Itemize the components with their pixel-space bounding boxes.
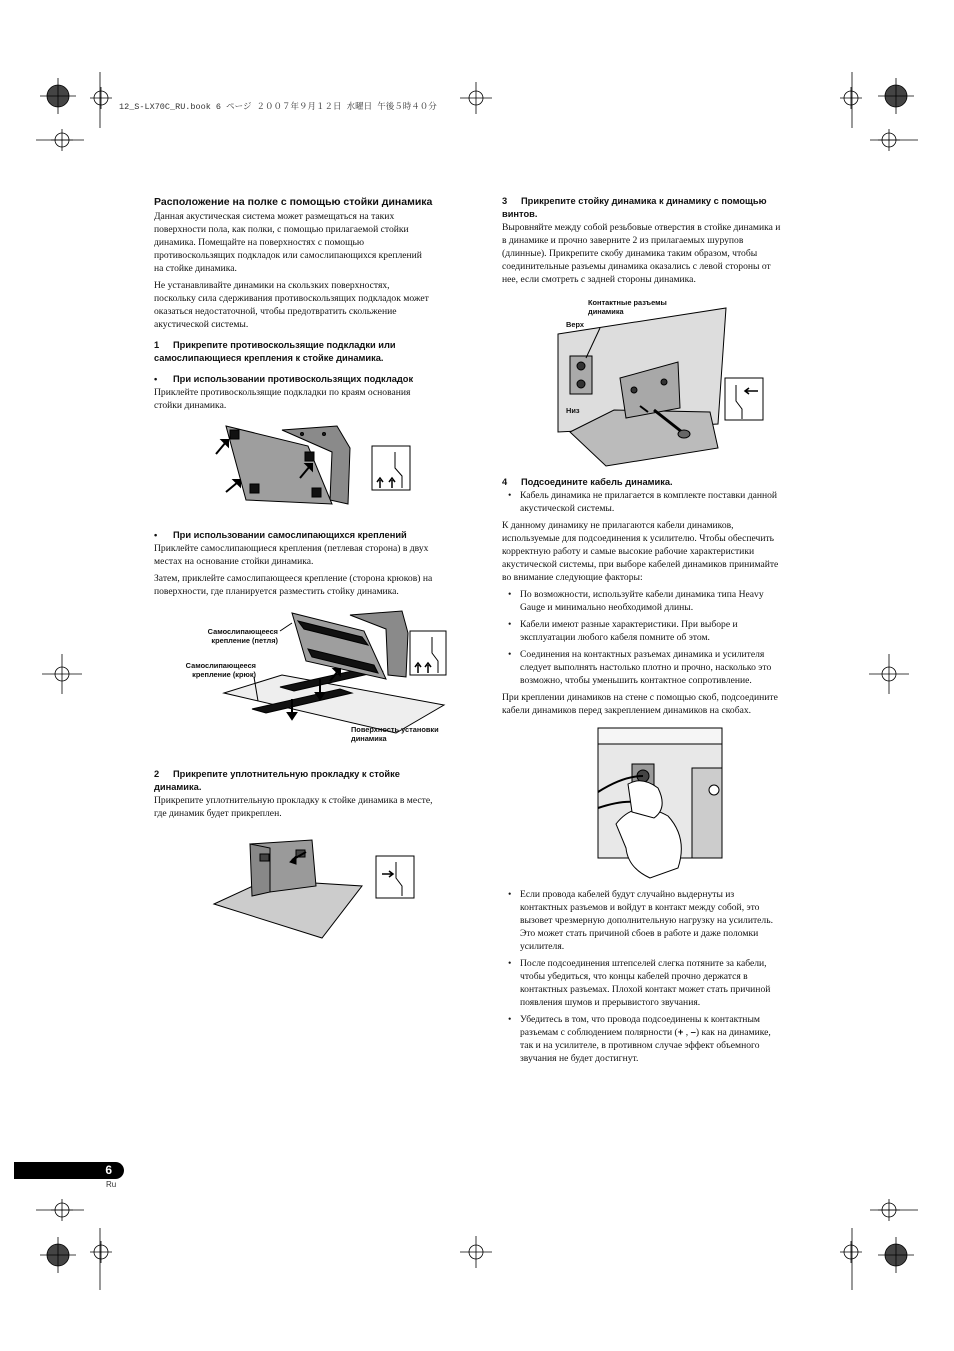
step-text: самослипающиеся крепления к стойке динамика. [154,353,384,363]
warning-bullet [502,888,827,953]
text-fragment: разъемам с соблюдением полярности ( [520,1027,678,1038]
bullet-velcro-heading [154,529,479,542]
cable-paragraph [502,519,827,584]
bullet: • [154,374,158,384]
text-line: стойки динамика. [154,400,227,411]
page-number: 6 [105,1163,112,1177]
text-line: Кабели имеют разные характеристики. При выборе и [520,619,738,630]
label-line: Поверхность установки [351,725,439,734]
step2-text [154,794,479,820]
text-line: соединительные разъемы динамика оказались с левой стороны от [502,261,771,272]
text-line: корректную работу и самые высокие рабочие характеристики [502,546,755,557]
label-velcro-loop [188,627,278,645]
label-terminals [588,298,667,316]
text-line: К данному динамику не прилагаются кабели динамиков, [502,520,734,531]
label-top: Верх [566,320,584,329]
text-line: Выровняйте между собой резьбовые отверстия в стойке динамика и [502,222,781,233]
cable-bullet [502,618,827,644]
text-line [520,1026,827,1039]
step3-text [502,221,827,286]
text-line: следует выполнять настолько плотно и прочно, насколько это [520,662,772,673]
figure-cable-connection [598,728,724,880]
figure-screws-icon [724,377,766,423]
print-header: 12_S-LX70C_RU.book 6 ページ ２００７年９月１２日 水曜日 午後５時４０分 [119,102,437,112]
step-text: Прикрепите уплотнительную прокладку к стойке [173,769,400,779]
step-text: Прикрепите противоскользящие подкладки или [173,340,396,350]
label-line: крепление (петля) [211,636,278,645]
label-velcro-hook [166,661,256,679]
minus-sign: – [690,1027,696,1038]
bullet: • [508,490,512,501]
text-line: в динамике и прочно заверните 2 из прилагаемых шурупов [502,235,744,246]
step-number: 1 [154,340,160,350]
intro-paragraph [154,210,479,275]
text-line: (длинные). Прикрепите скобу динамика таким образом, чтобы [502,248,758,259]
label-line: динамика [351,734,387,743]
text-fragment: ) как на динамике, [695,1027,771,1038]
text-line: Приклейте противоскользящие подкладки по краям основания [154,387,411,398]
label-line: Самослипающееся [207,627,278,636]
step3-heading [502,195,827,221]
text-line: противоскользящих подкладок или самослипающихся креплений [154,250,422,261]
text-line: По возможности, используйте кабели динамика типа Heavy [520,589,764,600]
warning-paragraph [154,279,479,331]
text-line: усилителя. [520,941,565,952]
text-line: Данная акустическая система может размещаться на таких [154,211,395,222]
step3-section [502,195,827,286]
label-line: Самослипающееся [185,661,256,670]
plus-sign: + [677,1027,684,1038]
step4-heading [502,476,827,489]
bullet-title: При использовании противоскользящих подкладок [173,374,414,384]
text-line: контактных разъемах. Плохой контакт может стать причиной [520,984,771,995]
warning-bullet [502,957,827,1009]
text-line: Убедитесь в том, что провода подсоединены к контактным [520,1014,760,1025]
text-line: При креплении динамиков на стене с помощью скоб, подсоедините [502,692,778,703]
language-code: Ru [106,1180,117,1189]
bullet-velcro-text2 [154,572,479,598]
step2-section [154,768,479,820]
text-line: возможно, чтобы уменьшить контактное сопротивление. [520,675,752,686]
bullet-pads-text [154,386,479,412]
label-mount-surface [351,725,439,743]
cable-bullet [502,648,827,687]
label-line: Контактные разъемы [588,298,667,307]
text-line: акустической системы, при выборе кабелей динамиков принимайте [502,559,779,570]
left-column [154,196,479,412]
text-line: Это может стать причиной сбоев в работе и даже поломки [520,928,759,939]
step4-bullet [502,489,827,515]
text-line: вызовет чрезмерную дополнительную нагрузку на усилитель. [520,915,773,926]
cable-bullet [502,588,827,614]
text-line: акустической системы. [154,319,249,330]
bullet-velcro-text1 [154,542,479,568]
text-line: чтобы убедиться, что концы кабелей прочно держатся в [520,971,748,982]
bullet: • [508,889,512,900]
velcro-section [154,529,479,598]
text-line: оказаться недостаточной, чтобы предотвратить скольжение [154,306,397,317]
text-line: Соединения на контактных разъемах динамика и усилителя [520,649,765,660]
step-number: 3 [502,196,508,206]
text-line: динамика. Помещайте на поверхностях с помощью [154,237,365,248]
text-line: Кабель динамика не прилагается в комплекте поставки данной [520,490,778,501]
label-line: крепление (крюк) [192,670,256,679]
text-line: местах на основание стойки динамика. [154,556,314,567]
step-text: Прикрепите стойку динамика к динамику с помощью [521,196,767,206]
text-line: акустической системы. [520,503,615,514]
text-line: кабели динамиков перед закреплением динамиков на скобах. [502,705,752,716]
text-line: звучания не будет достигнут. [520,1053,639,1064]
bullet: • [154,530,158,540]
text-fragment: , [683,1027,691,1038]
text-line: Прикрепите уплотнительную прокладку к стойке динамика в месте, [154,795,433,806]
text-line: Не устанавливайте динамики на скользких поверхностях, [154,280,390,291]
step-text: Подсоедините кабель динамика. [521,477,673,487]
polarity-bullet [502,1013,827,1065]
text-line: поскольку сила сдерживания противоскользящих подкладок может [154,293,429,304]
figure-gasket [212,838,418,940]
step2-heading [154,768,479,794]
figure-pads [212,418,418,510]
text-line: во внимание следующие факторы: [502,572,643,583]
text-line: нее, если смотреть с задней стороны динамика. [502,274,696,285]
text-line: используемые для подсоединения к усилителю. Чтобы обеспечить [502,533,775,544]
text-line: поверхности пола, как полки, с помощью прилагаемой стойки [154,224,409,235]
text-line: контактных разъемов и войдут в контакт между собой, это [520,902,760,913]
bullet-title: При использовании самослипающихся креплений [173,530,407,540]
text-line: Приклейте самослипающиеся крепления (петлевая сторона) в двух [154,543,429,554]
section-title: Расположение на полке с помощью стойки динамика [154,196,433,208]
step-text: винтов. [502,209,538,219]
step-number: 2 [154,769,160,779]
bullet: • [508,589,512,600]
text-line: появления шумов и прерывистого звучания. [520,997,701,1008]
text-line: на стойке динамика. [154,263,237,274]
bullet: • [508,958,512,969]
text-line: Если провода кабелей будут случайно выдернуты из [520,889,735,900]
step-number: 4 [502,477,508,487]
page-number-bar [14,1162,124,1179]
step-text: динамика. [154,782,202,792]
bullet: • [508,649,512,660]
label-bottom: Низ [566,406,580,415]
label-line: динамика [588,307,624,316]
step4-section [502,476,827,717]
step1-heading [154,339,479,365]
warnings-section [502,888,827,1065]
bullet: • [508,619,512,630]
text-line: эксплуатации любого кабеля помните об этом. [520,632,710,643]
bullet: • [508,1014,512,1025]
text-line: где динамик будет прикреплен. [154,808,282,819]
text-line: Gauge и минимально необходимой длины. [520,602,694,613]
bullet-pads-heading [154,373,479,386]
text-line: поверхности, где планируется разместить стойку динамика. [154,586,399,597]
text-line: так и на усилителе, в противном случае эффект объемного [520,1040,760,1051]
text-line: Затем, приклейте самослипающееся крепление (сторона крюков) на [154,573,433,584]
text-line: После подсоединения штепселей слегка потяните за кабели, [520,958,767,969]
wall-paragraph [502,691,827,717]
